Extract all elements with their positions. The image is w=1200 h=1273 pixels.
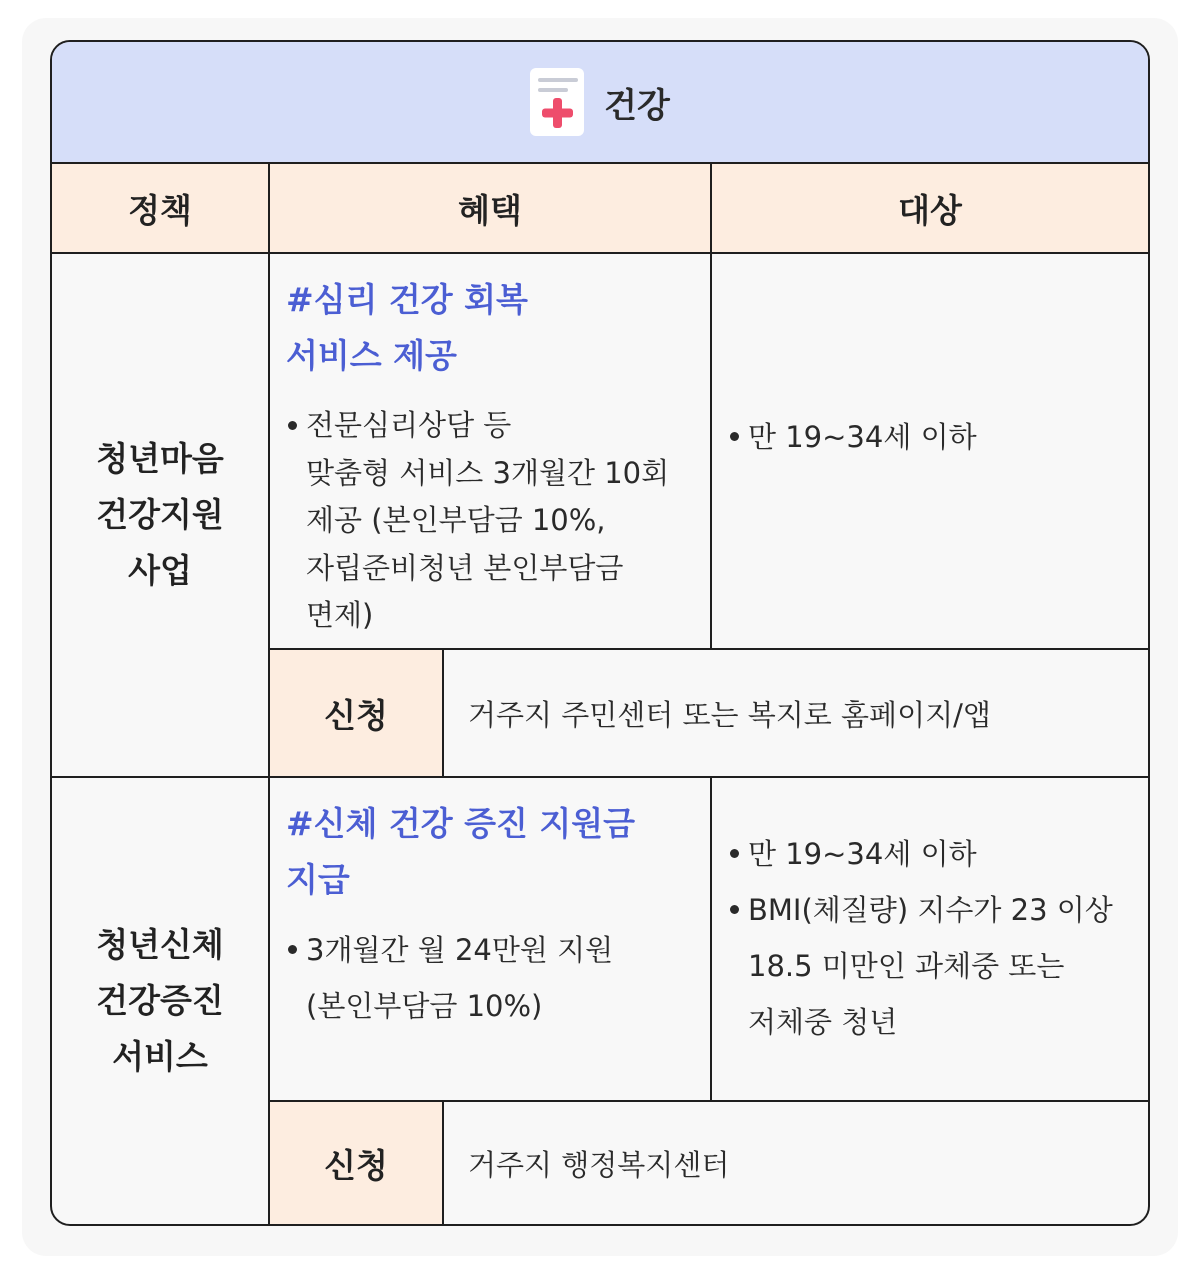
policy-name-line: 서비스	[112, 1037, 208, 1076]
target-item	[728, 826, 1138, 882]
policy-name	[96, 917, 224, 1085]
benefit-cell	[268, 776, 710, 1100]
benefit-item-line: 전문심리상담 등	[306, 408, 512, 442]
target-item-line: BMI(체질량) 지수가 23 이상	[748, 893, 1113, 927]
health-policy-table	[50, 40, 1150, 1226]
column-header-benefit: 혜택	[268, 162, 710, 252]
medical-document-icon	[530, 68, 584, 136]
benefit-item-line: 면제)	[306, 598, 374, 632]
policy-name-cell	[52, 252, 268, 776]
target-cell	[710, 252, 1148, 648]
benefit-item-line: 3개월간 월 24만원 지원	[306, 933, 614, 967]
target-item-line: 만 19~34세 이하	[748, 837, 977, 871]
benefit-item	[286, 402, 692, 640]
benefit-tag-line: 지급	[286, 860, 350, 899]
target-item	[728, 409, 1138, 465]
target-item-line: 18.5 미만인 과체중 또는	[748, 949, 1065, 983]
table-title-bar	[52, 42, 1148, 162]
benefit-cell	[268, 252, 710, 648]
policy-name-line: 사업	[128, 551, 192, 590]
benefit-item-line: 제공 (본인부담금 10%,	[306, 503, 606, 537]
target-item-line: 만 19~34세 이하	[748, 420, 977, 454]
target-list	[728, 409, 1138, 465]
policy-name-line: 건강증진	[96, 981, 224, 1020]
column-header-policy: 정책	[52, 162, 268, 252]
policy-name-line: 청년신체	[96, 925, 224, 964]
benefit-tag-line: #심리 건강 회복	[286, 280, 528, 319]
benefit-tag-line: #신체 건강 증진 지원금	[286, 804, 636, 843]
table-title: 건강	[604, 85, 670, 126]
apply-method: 거주지 주민센터 또는 복지로 홈페이지/앱	[442, 648, 1148, 776]
apply-method: 거주지 행정복지센터	[442, 1100, 1148, 1224]
target-list	[728, 826, 1138, 1050]
benefit-item	[286, 922, 692, 1034]
target-cell	[710, 776, 1148, 1100]
target-item	[728, 882, 1138, 1050]
apply-label: 신청	[268, 648, 442, 776]
policy-name-cell	[52, 776, 268, 1224]
benefit-tag-line: 서비스 제공	[286, 336, 457, 375]
benefit-item-line: (본인부담금 10%)	[306, 989, 543, 1023]
policy-name-line: 청년마음	[96, 439, 224, 478]
policy-name	[96, 431, 224, 599]
benefit-item-line: 맞춤형 서비스 3개월간 10회	[306, 455, 670, 490]
column-header-target: 대상	[710, 162, 1148, 252]
benefit-list	[286, 922, 692, 1034]
target-item-line: 저체중 청년	[748, 1005, 898, 1039]
apply-label: 신청	[268, 1100, 442, 1224]
benefit-tag	[286, 796, 692, 908]
benefit-tag	[286, 272, 692, 384]
policy-name-line: 건강지원	[96, 495, 224, 534]
benefit-list	[286, 402, 692, 640]
benefit-item-line: 자립준비청년 본인부담금	[306, 550, 624, 585]
